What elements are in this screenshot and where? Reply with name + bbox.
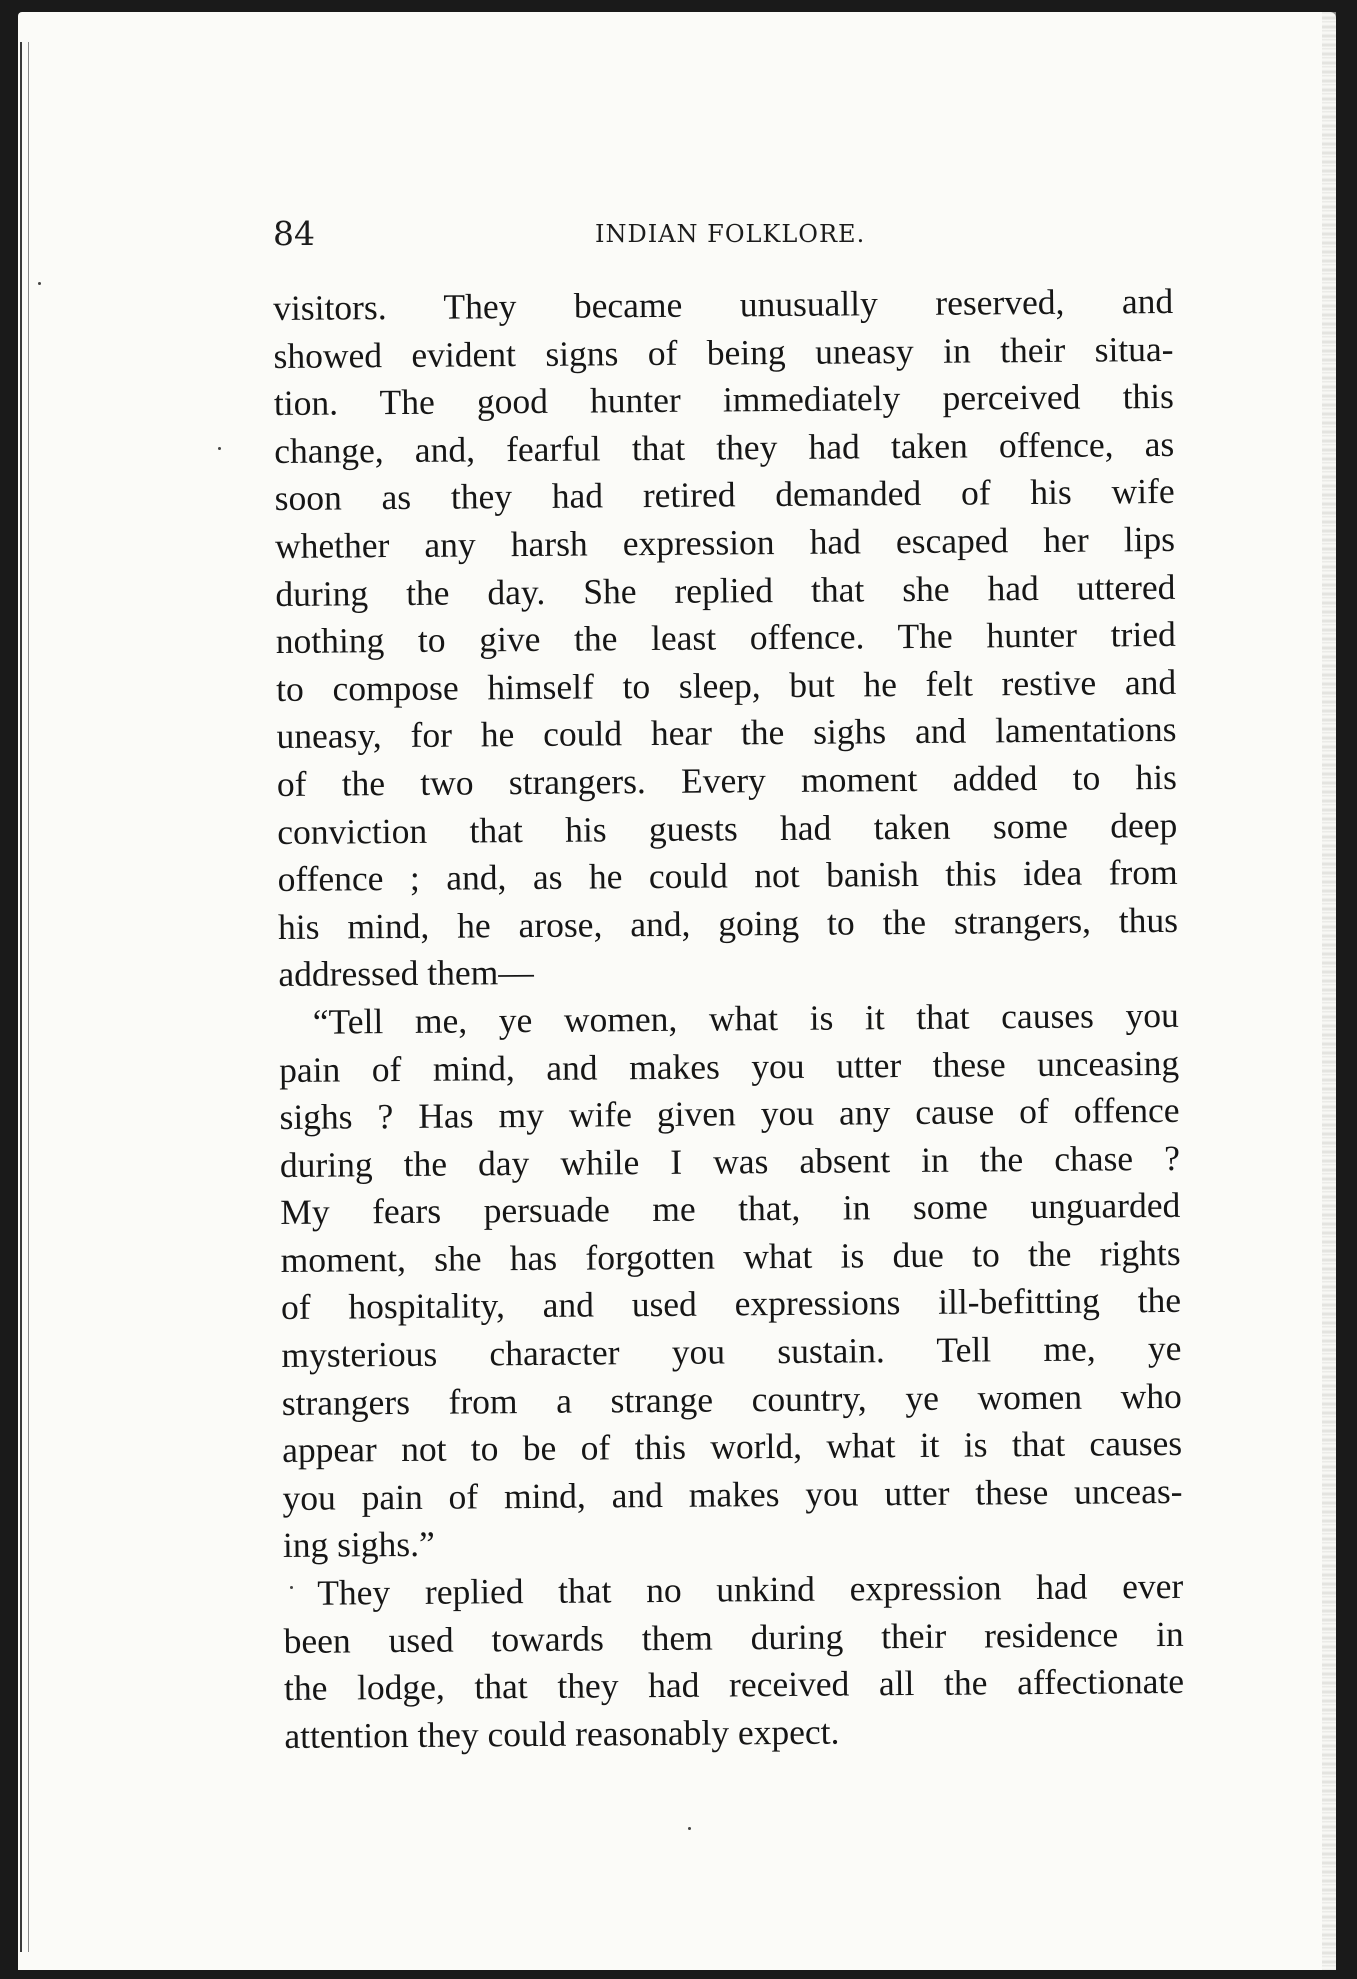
body-text bbox=[273, 278, 1185, 1760]
text-line: They replied that no unkind expression had ever bbox=[317, 1565, 1184, 1613]
paragraph-1 bbox=[273, 278, 1179, 999]
text-line: soon as they had retired demanded of his wife bbox=[274, 471, 1175, 519]
text-line: tion. The good hunter immediately perceived this bbox=[273, 376, 1175, 424]
text-line: My fears persuade me that, in some unguarded bbox=[280, 1185, 1181, 1233]
text-line: you pain of mind, and makes you utter these unceas- bbox=[282, 1470, 1183, 1518]
text-line: visitors. They became unusually reserved, and bbox=[273, 280, 1174, 328]
print-speck bbox=[218, 447, 221, 450]
text-line: of hospitality, and used expressions ill-befitting the bbox=[280, 1280, 1182, 1328]
text-line: his mind, he arose, and, going to the strangers, thus bbox=[277, 899, 1179, 947]
text-line: uneasy, for he could hear the sighs and lamentations bbox=[276, 709, 1177, 757]
text-line: nothing to give the least offence. The hunter tried bbox=[275, 614, 1176, 662]
text-line: during the day while I was absent in the chase ? bbox=[279, 1137, 1181, 1185]
text-line: to compose himself to sleep, but he felt restive and bbox=[276, 661, 1177, 709]
text-line: been used towards them during their residence in bbox=[283, 1613, 1184, 1661]
text-line: appear not to be of this world, what it is that causes bbox=[281, 1423, 1183, 1471]
print-speck bbox=[688, 1827, 691, 1830]
text-line: “Tell me, ye women, what is it that causes you bbox=[312, 994, 1179, 1042]
text-line: ing sighs.” bbox=[282, 1524, 435, 1566]
text-line: change, and, fearful that they had taken offence, as bbox=[274, 423, 1175, 471]
print-speck bbox=[290, 1586, 293, 1589]
running-title: INDIAN FOLKLORE. bbox=[595, 220, 866, 248]
text-line: whether any harsh expression had escaped her lips bbox=[274, 518, 1176, 566]
page-edge-texture bbox=[1322, 12, 1336, 1970]
text-line: of the two strangers. Every moment added to his bbox=[276, 756, 1178, 804]
text-line: the lodge, that they had received all the affectionate bbox=[283, 1661, 1185, 1709]
print-speck bbox=[38, 282, 41, 285]
text-line: addressed them— bbox=[278, 952, 534, 995]
text-line: attention they could reasonably expect. bbox=[284, 1711, 840, 1756]
text-line: offence ; and, as he could not banish this idea from bbox=[277, 852, 1178, 900]
text-line: mysterious character you sustain. Tell me, ye bbox=[281, 1327, 1182, 1376]
paragraph-2 bbox=[279, 992, 1183, 1570]
page-number: 84 bbox=[273, 214, 315, 253]
paragraph-3 bbox=[283, 1563, 1184, 1760]
text-line: during the day. She replied that she had uttered bbox=[275, 566, 1176, 614]
text-line: moment, she has forgotten what is due to the rights bbox=[280, 1232, 1181, 1280]
text-line: strangers from a strange country, ye women who bbox=[281, 1375, 1182, 1423]
text-line: pain of mind, and makes you utter these unceasing bbox=[279, 1042, 1180, 1090]
text-line: showed evident signs of being uneasy in their situa- bbox=[273, 328, 1174, 376]
page-header bbox=[255, 210, 1045, 260]
binding-edge bbox=[20, 42, 29, 1952]
text-line: sighs ? Has my wife given you any cause of offence bbox=[279, 1090, 1180, 1138]
text-line: conviction that his guests had taken some deep bbox=[277, 804, 1178, 852]
